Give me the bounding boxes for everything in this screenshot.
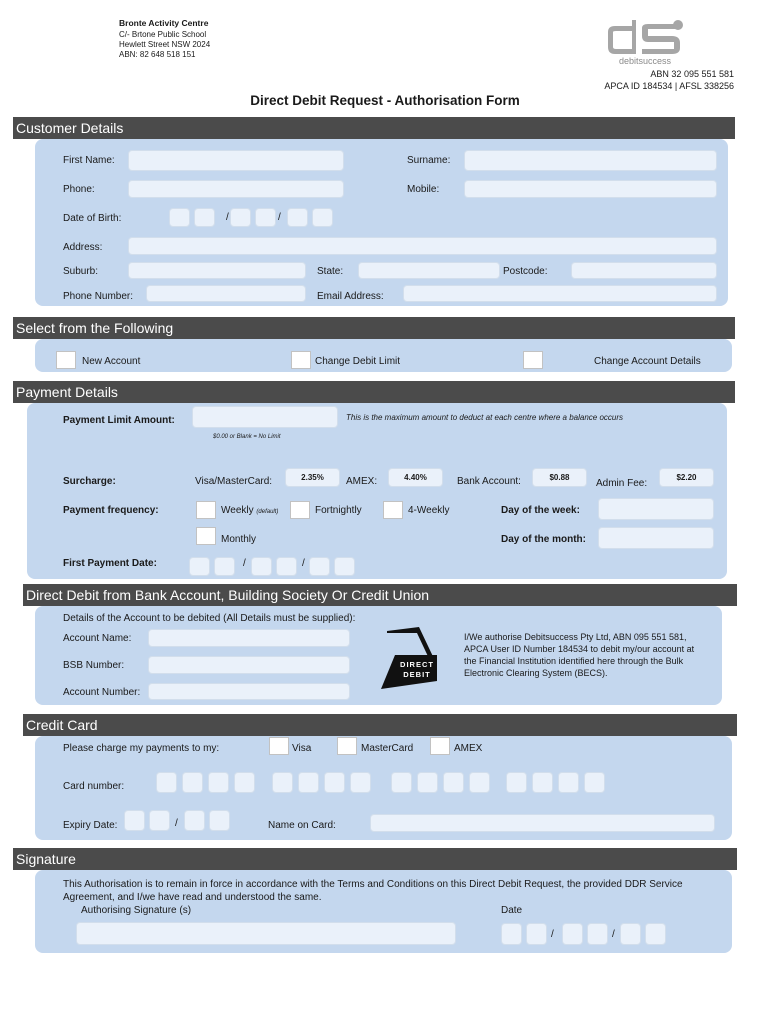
sig-date-month-1[interactable] [562, 923, 583, 945]
first-date-year-1[interactable] [309, 557, 330, 576]
account-name-field[interactable] [148, 629, 350, 647]
direct-debit-logo [381, 627, 437, 689]
mobile-label: Mobile: [407, 184, 440, 195]
mobile-field[interactable] [464, 180, 717, 198]
account-number-label: Account Number: [63, 687, 141, 698]
state-field[interactable] [358, 262, 500, 279]
first-date-month-2[interactable] [276, 557, 297, 576]
phone-label: Phone: [63, 184, 95, 195]
card-digit-box[interactable] [234, 772, 255, 793]
admin-fee: $2.20 [659, 468, 714, 487]
dob-month-1[interactable] [230, 208, 251, 227]
card-digit-box[interactable] [558, 772, 579, 793]
mastercard-label: MasterCard [361, 743, 414, 754]
first-date-month-1[interactable] [251, 557, 272, 576]
fortnightly-label: Fortnightly [315, 505, 362, 516]
card-digit-box[interactable] [324, 772, 345, 793]
signature-terms [63, 878, 683, 904]
limit-label: Payment Limit Amount: [63, 415, 175, 426]
organisation-block [119, 18, 210, 60]
sig-date-year-2[interactable] [645, 923, 666, 945]
monthly-checkbox[interactable] [196, 527, 216, 545]
bsb-field[interactable] [148, 656, 350, 674]
dob-slash-2: / [278, 212, 281, 223]
card-digit-box[interactable] [443, 772, 464, 793]
phone-field[interactable] [128, 180, 344, 198]
org-abn: ABN: 82 648 518 151 [119, 50, 196, 59]
card-digit-box[interactable] [272, 772, 293, 793]
form-title: Direct Debit Request - Authorisation Form [250, 93, 520, 108]
account-name-label: Account Name: [63, 633, 132, 644]
suburb-label: Suburb: [63, 266, 99, 277]
limit-field[interactable] [192, 406, 338, 428]
suburb-field[interactable] [128, 262, 306, 279]
day-week-field[interactable] [598, 498, 714, 520]
email-label: Email Address: [317, 291, 384, 302]
dob-year-2[interactable] [312, 208, 333, 227]
dob-label: Date of Birth: [63, 213, 122, 224]
payment-section-header: Payment Details [13, 381, 735, 403]
auth-line-3: the Financial Institution identified here through the Bulk [464, 656, 684, 666]
sig-date-slash-1: / [551, 929, 554, 940]
direct-debit-logo-line2: DEBIT [403, 670, 431, 679]
card-digit-box[interactable] [584, 772, 605, 793]
expiry-label: Expiry Date: [63, 820, 118, 831]
weekly-checkbox[interactable] [196, 501, 216, 519]
sig-date-slash-2: / [612, 929, 615, 940]
visa-mc-label: Visa/MasterCard: [195, 476, 273, 487]
day-week-label: Day of the week: [501, 505, 580, 516]
first-date-slash-2: / [302, 558, 305, 569]
change-details-checkbox[interactable] [523, 351, 543, 369]
account-number-field[interactable] [148, 683, 350, 700]
mastercard-checkbox[interactable] [337, 737, 357, 755]
expiry-year-1[interactable] [184, 810, 205, 831]
fortnightly-checkbox[interactable] [290, 501, 310, 519]
limit-note: This is the maximum amount to deduct at each centre where a balance occurs [346, 413, 624, 422]
card-number-label: Card number: [63, 781, 125, 792]
first-date-year-2[interactable] [334, 557, 355, 576]
apca-text: APCA ID 184534 | AFSL 338256 [604, 81, 734, 91]
change-limit-checkbox[interactable] [291, 351, 311, 369]
amex-checkbox[interactable] [430, 737, 450, 755]
amex-rate: 4.40% [388, 468, 443, 487]
visa-mc-rate: 2.35% [285, 468, 340, 487]
card-digit-box[interactable] [156, 772, 177, 793]
surname-label: Surname: [407, 155, 451, 166]
card-digit-box[interactable] [182, 772, 203, 793]
registration-details [604, 68, 734, 92]
signature-section-header: Signature [13, 848, 737, 870]
day-month-field[interactable] [598, 527, 714, 549]
email-field[interactable] [403, 285, 717, 302]
signature-terms-line-1: This Authorisation is to remain in force in accordance with the Terms and Conditions on this Direct Debit Request, the provided DDR Service [63, 879, 683, 890]
new-account-label: New Account [82, 356, 141, 367]
bank-rate: $0.88 [532, 468, 587, 487]
change-details-label: Change Account Details [594, 356, 701, 367]
expiry-slash: / [175, 818, 178, 829]
change-limit-label: Change Debit Limit [315, 356, 401, 367]
authorising-signature-label: Authorising Signature (s) [81, 905, 192, 916]
sig-date-day-2[interactable] [526, 923, 547, 945]
first-date-slash-1: / [243, 558, 246, 569]
bank-details-text: Details of the Account to be debited (All Details must be supplied): [63, 613, 356, 624]
dob-slash-1: / [226, 212, 229, 223]
select-section-header: Select from the Following [13, 317, 735, 339]
direct-debit-logo-line1: DIRECT [400, 660, 434, 669]
dob-day-2[interactable] [194, 208, 215, 227]
first-name-label: First Name: [63, 155, 115, 166]
amex-label: AMEX [454, 743, 483, 754]
payment-panel [27, 403, 727, 579]
logo-wordmark: debitsuccess [618, 56, 672, 66]
monthly-label: Monthly [221, 534, 257, 545]
first-date-label: First Payment Date: [63, 558, 157, 569]
visa-checkbox[interactable] [269, 737, 289, 755]
new-account-checkbox[interactable] [56, 351, 76, 369]
card-digit-box[interactable] [532, 772, 553, 793]
first-date-day-1[interactable] [189, 557, 210, 576]
card-digit-box[interactable] [350, 772, 371, 793]
name-on-card-field[interactable] [370, 814, 715, 832]
dob-month-2[interactable] [255, 208, 276, 227]
admin-fee-label: Admin Fee: [596, 478, 648, 489]
four-weekly-label: 4-Weekly [408, 505, 450, 516]
four-weekly-checkbox[interactable] [383, 501, 403, 519]
visa-label: Visa [292, 743, 312, 754]
dob-day-1[interactable] [169, 208, 190, 227]
signature-date-label: Date [501, 905, 523, 916]
card-digit-box[interactable] [469, 772, 490, 793]
default-note: (default) [256, 509, 279, 515]
postcode-label: Postcode: [503, 266, 548, 277]
card-digit-box[interactable] [298, 772, 319, 793]
address-label: Address: [63, 242, 103, 253]
sig-date-day-1[interactable] [501, 923, 522, 945]
day-month-label: Day of the month: [501, 534, 586, 545]
bank-section-header: Direct Debit from Bank Account, Building Society Or Credit Union [23, 584, 737, 606]
name-on-card-label: Name on Card: [268, 820, 336, 831]
sig-date-month-2[interactable] [587, 923, 608, 945]
org-address-1: C/- Brtone Public School [119, 30, 207, 39]
phone-number-label: Phone Number: [63, 291, 134, 302]
bank-authorisation-text [464, 631, 694, 679]
phone-number-field[interactable] [146, 285, 306, 302]
card-digit-box[interactable] [208, 772, 229, 793]
auth-line-2: APCA User ID Number 184534 to debit my/our account at [464, 644, 695, 654]
abn-text: ABN 32 095 551 581 [650, 69, 734, 79]
frequency-label: Payment frequency: [63, 505, 159, 516]
sig-date-year-1[interactable] [620, 923, 641, 945]
org-name: Bronte Activity Centre [119, 18, 209, 28]
debitsuccess-logo [600, 16, 690, 68]
customer-section-header: Customer Details [13, 117, 735, 139]
auth-line-1: I/We authorise Debitsuccess Pty Ltd, ABN 095 551 581, [464, 632, 687, 642]
limit-hint: $0.00 or Blank = No Limit [213, 434, 281, 440]
first-date-day-2[interactable] [214, 557, 235, 576]
dob-year-1[interactable] [287, 208, 308, 227]
card-digit-box[interactable] [506, 772, 527, 793]
card-digit-box[interactable] [417, 772, 438, 793]
expiry-month-1[interactable] [124, 810, 145, 831]
surcharge-label: Surcharge: [63, 476, 116, 487]
card-section-header: Credit Card [23, 714, 737, 736]
weekly-text: Weekly [221, 505, 254, 516]
bsb-label: BSB Number: [63, 660, 125, 671]
signature-field[interactable] [76, 922, 456, 945]
amex-rate-label: AMEX: [346, 476, 378, 487]
signature-terms-line-2: Agreement, and I/we have read and understood the same. [63, 892, 322, 903]
expiry-year-2[interactable] [209, 810, 230, 831]
expiry-month-2[interactable] [149, 810, 170, 831]
bank-rate-label: Bank Account: [457, 476, 521, 487]
charge-label: Please charge my payments to my: [63, 743, 220, 754]
first-name-field[interactable] [128, 150, 344, 171]
card-digit-box[interactable] [391, 772, 412, 793]
surname-field[interactable] [464, 150, 717, 171]
postcode-field[interactable] [571, 262, 717, 279]
auth-line-4: Electronic Clearing System (BECS). [464, 668, 608, 678]
org-address-2: Hewlett Street NSW 2024 [119, 40, 211, 49]
address-field[interactable] [128, 237, 717, 255]
state-label: State: [317, 266, 344, 277]
weekly-label [221, 505, 278, 516]
